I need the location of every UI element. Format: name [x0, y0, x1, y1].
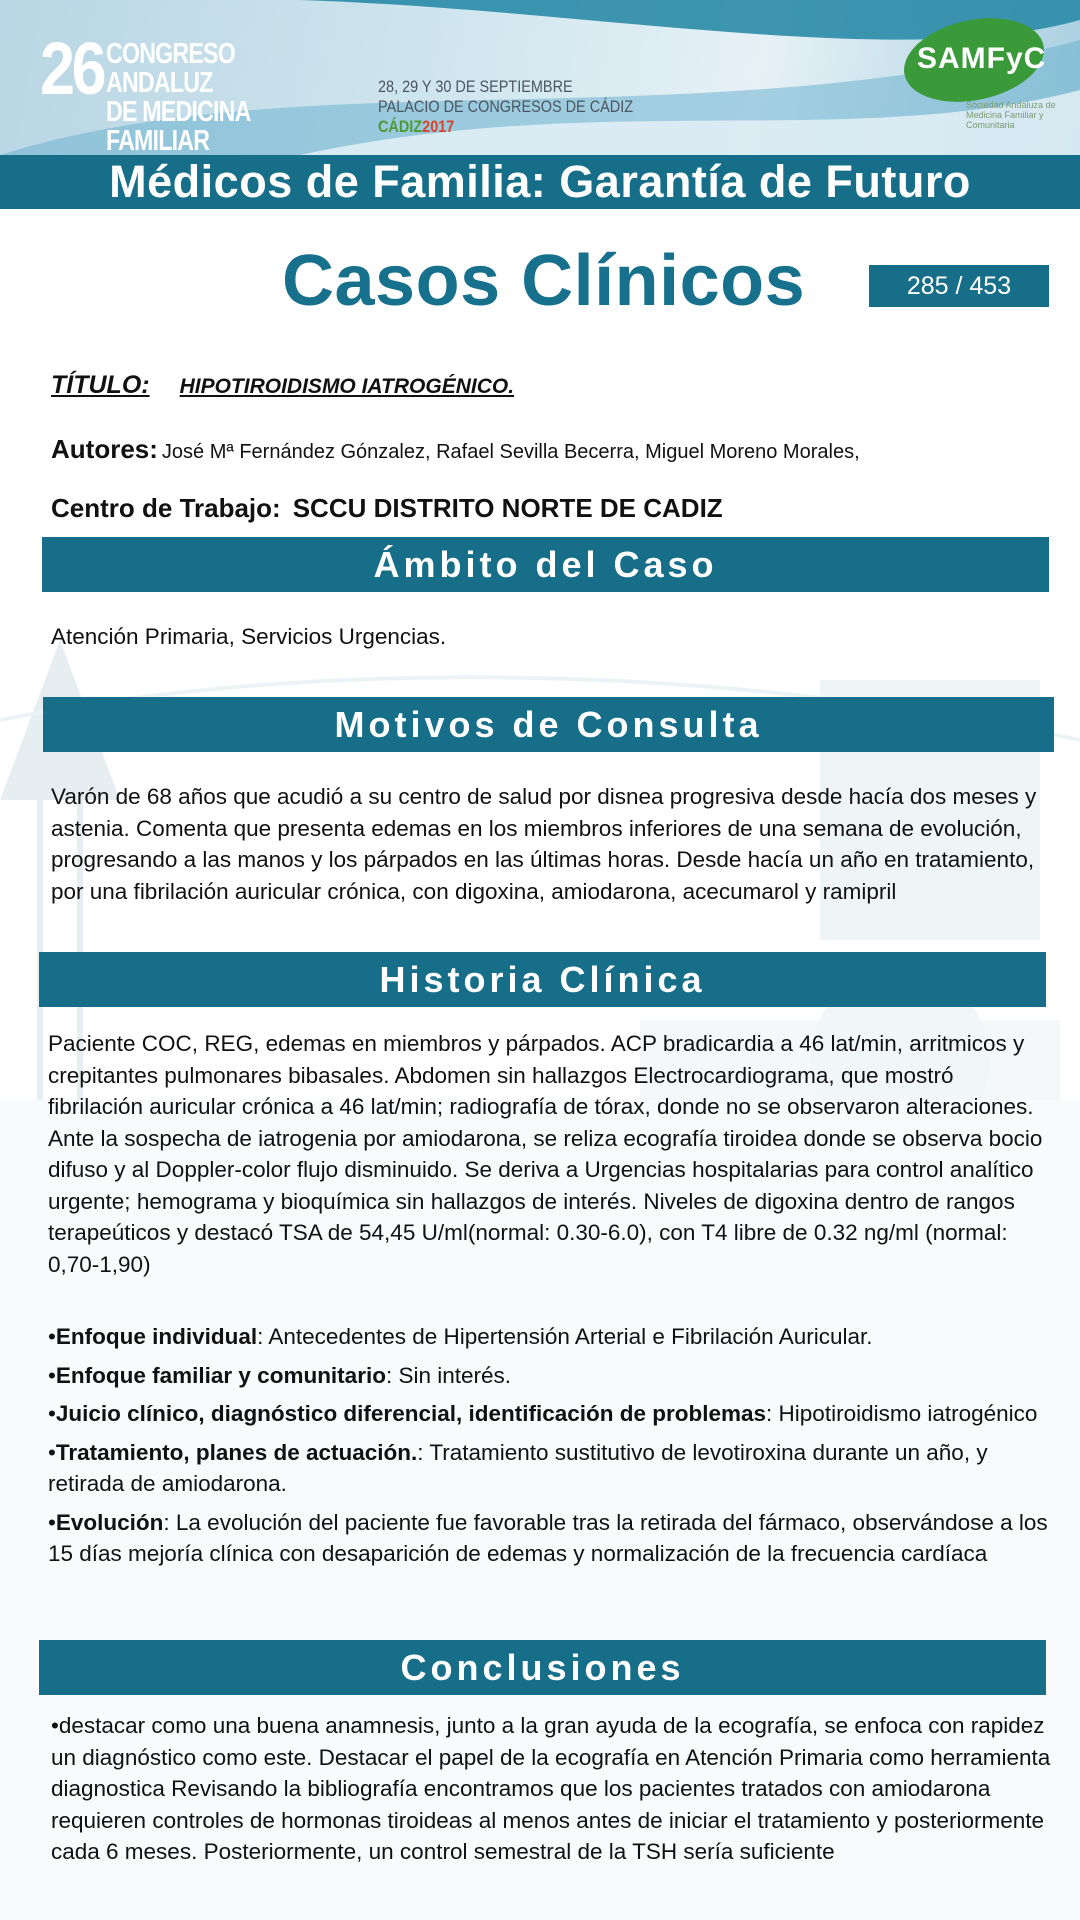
centro-value: SCCU DISTRITO NORTE DE CADIZ: [292, 493, 723, 523]
section-conclusiones-text: •destacar como una buena anamnesis, junto a la gran ayuda de la ecografía, se enfoca con rapidez un diagnóstico como este. Destacar el papel de la ecografía en Atención Primaria como herramienta diagnostica Revisando la bibliografía encontramos que los pacientes tratados con amiodarona requieren controles de hormonas tiroideas al menos antes de iniciar el tratamiento y posteriormente cada 6 meses. Posteriormente, un control semestral de la TSH sería suficiente: [51, 1713, 1051, 1864]
titulo-line: [51, 371, 514, 400]
page-counter: 285 / 453: [869, 265, 1049, 307]
section-historia-header: Historia Clínica: [39, 952, 1046, 1007]
historia-bullets: [48, 1321, 1053, 1577]
bullet-text: : La evolución del paciente fue favorable tras la retirada del fármaco, observándose a los 15 días mejoría clínica con desaparición de edemas y normalización de la frecuencia cardíaca: [48, 1509, 1048, 1566]
tagline-bar: Médicos de Familia: Garantía de Futuro: [0, 155, 1080, 209]
bullet-label: Evolución: [55, 1509, 164, 1535]
congress-city: [378, 117, 633, 137]
autores-label: Autores:: [51, 434, 158, 464]
bullet-label: Enfoque individual: [55, 1324, 258, 1349]
bullet-label: Juicio clínico, diagnóstico diferencial, identificación de problemas: [55, 1401, 767, 1426]
bullet-text: : Hipotiroidismo iatrogénico: [766, 1401, 1038, 1426]
logo-text: SAMFyC: [917, 42, 1047, 75]
samfyc-logo: [903, 20, 1045, 100]
section-ambito-text: Atención Primaria, Servicios Urgencias.: [51, 624, 447, 649]
section-motivos-header: Motivos de Consulta: [43, 697, 1054, 752]
logo-subtitle: Sociedad Andaluza de Medicina Familiar y Comunitaria: [966, 100, 1056, 130]
bullet-label: Tratamiento, planes de actuación.: [55, 1439, 418, 1465]
bullet-item: •Enfoque individual: Antecedentes de Hipertensión Arterial e Fibrilación Auricular.: [48, 1324, 873, 1349]
titulo-value: HIPOTIROIDISMO IATROGÉNICO.: [179, 375, 515, 398]
bullet-item: •Evolución: La evolución del paciente fue favorable tras la retirada del fármaco, observándose a los 15 días mejoría clínica con desaparición de edemas y normalización de la frecuencia cardíaca: [48, 1509, 1048, 1566]
section-conclusiones-header: Conclusiones: [39, 1640, 1046, 1695]
congress-title: [106, 40, 314, 155]
city-name: CÁDIZ: [378, 117, 423, 136]
bullet-item: •Tratamiento, planes de actuación.: Tratamiento sustitutivo de levotiroxina durante un año, y retirada de amiodarona.: [48, 1439, 988, 1496]
centro-label: Centro de Trabajo:: [51, 493, 281, 523]
autores-value: José Mª Fernández Gónzalez, Rafael Sevilla Becerra, Miguel Moreno Morales,: [161, 441, 860, 463]
bullet-text: : Antecedentes de Hipertensión Arterial e Fibrilación Auricular.: [257, 1324, 873, 1349]
bullet-text: : Tratamiento sustitutivo de levotiroxina durante un año, y retirada de amiodarona.: [48, 1439, 988, 1496]
page-title: Casos Clínicos: [282, 241, 806, 321]
centro-line: [51, 493, 723, 524]
bullet-text: : Sin interés.: [385, 1362, 512, 1388]
section-ambito-header: Ámbito del Caso: [42, 537, 1049, 592]
congress-banner: [0, 0, 1080, 155]
congress-dates: [378, 77, 633, 137]
section-historia-text: Paciente COC, REG, edemas en miembros y párpados. ACP bradicardia a 46 lat/min, arritmicos y crepitantes pulmonares bibasales. Abdomen sin hallazgos Electrocardiograma, que mostró fibrilación auricular crónica a 46 lat/min; radiografía de tórax, donde no se observaron alteraciones. Ante la sospecha de iatrogenia por amiodarona, se reliza ecografía tiroidea donde se observa bocio difuso y al Doppler-color flujo disminuido. Se deriva a Urgencias hospitalarias para control analítico urgente; hemograma y bioquímica sin hallazgos de interés. Niveles de digoxina dentro de rangos terapeúticos y destacó TSA de 54,45 U/ml(normal: 0.30-6.0), con T4 libre de 0.32 ng/ml (normal: 0,70-1,90): [48, 1031, 1043, 1277]
bullet-item: •Juicio clínico, diagnóstico diferencial, identificación de problemas: Hipotiroidismo iatrogénico: [48, 1401, 1038, 1426]
city-year: 2017: [422, 117, 455, 136]
titulo-label: TÍTULO:: [51, 371, 150, 399]
congress-number: 26: [40, 27, 104, 110]
congress-venue: PALACIO DE CONGRESOS DE CÁDIZ: [378, 97, 634, 116]
section-motivos-text: Varón de 68 años que acudió a su centro de salud por disnea progresiva desde hacía dos meses y astenia. Comenta que presenta edemas en los miembros inferiores de una semana de evolución, progresando a las manos y los párpados en las últimas horas. Desde hacía un año en tratamiento, por una fibrilación auricular crónica, con digoxina, amiodarona, acecumarol y ramipril: [51, 784, 1037, 904]
congress-title-line-2: DE MEDICINA FAMILIAR: [106, 96, 250, 155]
autores-line: [51, 434, 860, 465]
bullet-item: •Enfoque familiar y comunitario: Sin interés.: [48, 1362, 512, 1388]
congress-date-line: 28, 29 Y 30 DE SEPTIEMBRE: [378, 77, 573, 96]
bullet-label: Enfoque familiar y comunitario: [55, 1362, 386, 1388]
congress-title-line-1: CONGRESO ANDALUZ: [106, 38, 235, 99]
